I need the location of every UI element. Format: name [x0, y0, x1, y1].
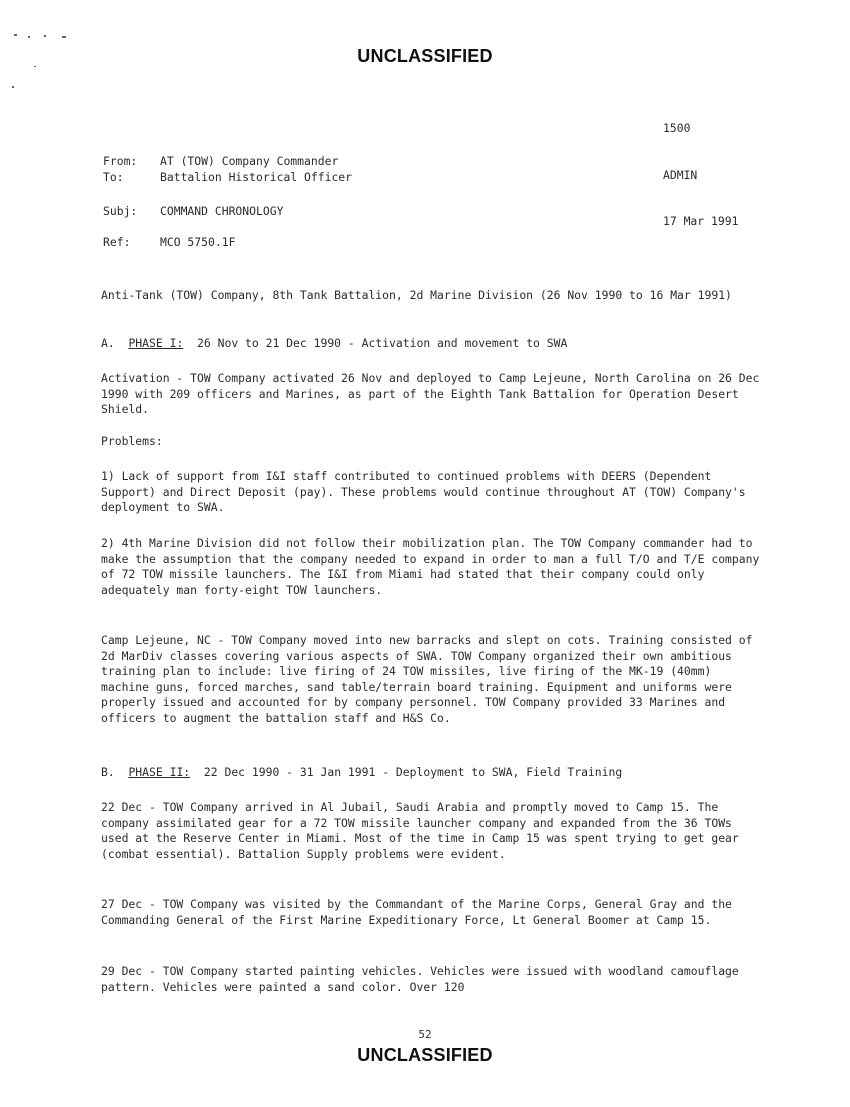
- problem-2-paragraph: 2) 4th Marine Division did not follow their mobilization plan. The TOW Company commander had to make the assumption that the company needed to expand in order to man a full T/O and T/E company of 72 TOW missile launchers. The I&I from Miami had stated that their company could only adequately man forty-eight TOW launchers.: [101, 536, 760, 597]
- scan-speck: [28, 36, 30, 38]
- header-admin: ADMIN: [663, 167, 698, 182]
- scan-speck: [44, 35, 46, 37]
- to-label: To:: [103, 170, 124, 184]
- scan-speck: [12, 86, 14, 88]
- subject-value: COMMAND CHRONOLOGY: [160, 204, 284, 218]
- activation-paragraph: Activation - TOW Company activated 26 Nov and deployed to Camp Lejeune, North Carolina on 26 Dec 1990 with 209 officers and Marines, as part of the Eighth Tank Battalion for Operation Desert Shield.: [101, 371, 760, 416]
- dec-22-paragraph: 22 Dec - TOW Company arrived in Al Jubail, Saudi Arabia and promptly moved to Camp 15. The company assimilated gear for a 72 TOW missile launcher company and expanded from the 36 TOWs used at the Reserve Center in Miami. Most of the time in Camp 15 was spent trying to get gear (combat essential). Battalion Supply problems were evident.: [101, 800, 739, 861]
- subject-label: Subj:: [103, 204, 138, 218]
- phase-1-text: 26 Nov to 21 Dec 1990 - Activation and movement to SWA: [197, 336, 568, 350]
- problem-1-paragraph: 1) Lack of support from I&I staff contributed to continued problems with DEERS (Dependent Support) and Direct Deposit (pay). These problems would continue throughout AT (TOW) Company's deployment to SWA.: [101, 469, 746, 514]
- problems-heading: Problems:: [101, 434, 163, 448]
- header-code: 1500: [663, 121, 691, 135]
- from-label: From:: [103, 154, 138, 168]
- classification-bottom: UNCLASSIFIED: [357, 1045, 493, 1065]
- to-line: [103, 170, 352, 186]
- scan-speck: [62, 36, 66, 38]
- subject-line: [103, 204, 283, 220]
- phase-2-label: PHASE II:: [128, 765, 191, 779]
- dec-29-paragraph: 29 Dec - TOW Company started painting vehicles. Vehicles were issued with woodland camouflage pattern. Vehicles were painted a sand color. Over 120: [101, 964, 739, 994]
- dec-27-paragraph: 27 Dec - TOW Company was visited by the Commandant of the Marine Corps, General Gray and the Commanding General of the First Marine Expeditionary Force, Lt General Boomer at Camp 15.: [101, 897, 732, 927]
- report-title: Anti-Tank (TOW) Company, 8th Tank Battalion, 2d Marine Division (26 Nov 1990 to 16 Mar 1991): [101, 288, 732, 302]
- phase-2-prefix: B.: [101, 765, 115, 779]
- reference-label: Ref:: [103, 235, 131, 249]
- from-value: AT (TOW) Company Commander: [160, 154, 339, 168]
- phase-1-prefix: A.: [101, 336, 115, 350]
- camp-lejeune-paragraph: Camp Lejeune, NC - TOW Company moved into new barracks and slept on cots. Training consisted of 2d MarDiv classes covering various aspects of SWA. TOW Company organized their own ambitious training plan to include: live firing of 24 TOW missiles, live firing of the MK-19 (40mm) machine guns, forced marches, sand table/terrain board training. Equipment and uniforms were properly issued and accounted for by company personnel. TOW Company provided 33 Marines and officers to augment the battalion staff and H&S Co.: [101, 633, 753, 725]
- reference-value: MCO 5750.1F: [160, 235, 236, 249]
- reference-line: [103, 235, 235, 251]
- scan-speck: [14, 34, 17, 36]
- phase-2-text: 22 Dec 1990 - 31 Jan 1991 - Deployment to SWA, Field Training: [203, 765, 623, 779]
- page-number: 52: [418, 1028, 432, 1041]
- phase-2-heading: [101, 765, 761, 781]
- classification-top: UNCLASSIFIED: [357, 46, 493, 66]
- to-value: Battalion Historical Officer: [160, 170, 353, 184]
- phase-1-label: PHASE I:: [128, 336, 184, 350]
- header-date: 17 Mar 1991: [663, 214, 739, 228]
- header-block: [663, 90, 738, 261]
- phase-1-heading: [101, 336, 761, 352]
- from-line: [103, 154, 338, 170]
